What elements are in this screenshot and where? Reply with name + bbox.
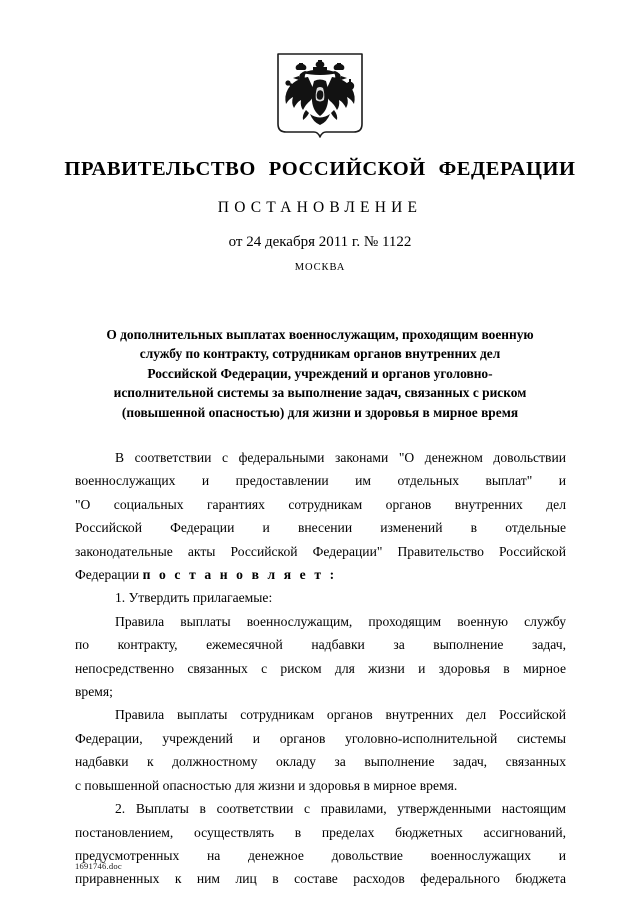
- body-line: В соответствии с федеральными законами "О денежном довольствии: [115, 450, 566, 465]
- body-line: законодательные акты Российской Федерации" Правительство Российской: [75, 543, 566, 559]
- subject-line: (повышенной опасностью) для жизни и здоровья в мирное время: [121, 404, 519, 420]
- body-line: Правила выплаты сотрудникам органов внутренних дел Российской: [115, 707, 566, 723]
- coat-of-arms-emblem: [0, 52, 640, 150]
- paragraph-preamble: [75, 446, 566, 586]
- paragraph-item-2: [75, 797, 566, 891]
- organization-heading: ПРАВИТЕЛЬСТВО РОССИЙСКОЙ ФЕДЕРАЦИИ: [64, 158, 576, 180]
- body-line: 2. Выплаты в соответствии с правилами, утвержденными настоящим: [115, 801, 566, 817]
- body-line: Правила выплаты военнослужащим, проходящим военную службу: [115, 613, 566, 629]
- subject-line: службу по контракту, сотрудникам органов внутренних дел: [139, 346, 501, 362]
- document-subject: [58, 325, 582, 422]
- document-body: [75, 446, 566, 891]
- body-line: по контракту, ежемесячной надбавки за выполнение задач,: [75, 637, 566, 653]
- body-line: непосредственно связанных с риском для жизни и здоровья в мирное: [75, 660, 566, 676]
- body-line: 1. Утвердить прилагаемые:: [115, 590, 273, 606]
- body-line: приравненных к ним лиц в составе расходов федерального бюджета: [75, 871, 566, 887]
- body-line: предусмотренных на денежное довольствие военнослужащих и: [75, 847, 566, 863]
- document-date-number: от 24 декабря 2011 г. № 1122: [228, 234, 412, 250]
- paragraph-item-1: [75, 586, 566, 609]
- body-line: надбавки к должностному окладу за выполнение задач, связанных: [75, 754, 566, 770]
- russian-coat-of-arms-icon: [272, 52, 368, 150]
- subject-line: исполнительной системы за выполнение задач, связанных с риском: [113, 385, 527, 401]
- paragraph-rules-military: [75, 610, 566, 704]
- body-line: Российской Федерации и внесении изменений в отдельные: [75, 520, 566, 536]
- document-kind-heading: ПОСТАНОВЛЕНИЕ: [217, 199, 423, 216]
- footer-filename: 1691746.doc: [75, 861, 122, 871]
- subject-line: Российской Федерации, учреждений и органов уголовно-: [147, 365, 493, 381]
- body-line: постановлением, осуществлять в пределах бюджетных ассигнований,: [75, 824, 566, 840]
- subject-line: О дополнительных выплатах военнослужащим, проходящим военную: [106, 327, 534, 342]
- preamble-tail-prefix: Федерации: [75, 567, 143, 583]
- document-city: МОСКВА: [294, 262, 346, 273]
- paragraph-rules-internal-affairs: [75, 703, 566, 797]
- body-line: с повышенной опасностью для жизни и здоровья в мирное время.: [75, 777, 458, 793]
- body-line: военнослужащих и предоставлении им отдельных выплат" и: [75, 473, 566, 489]
- body-line: Федерации, учреждений и органов уголовно-исполнительной системы: [75, 730, 566, 746]
- body-line: время;: [75, 684, 113, 700]
- body-line: "О социальных гарантиях сотрудникам органов внутренних дел: [75, 496, 566, 512]
- postanovlyaet-emphasis: п о с т а н о в л я е т :: [142, 567, 337, 583]
- body-line-emphasis: [75, 563, 566, 586]
